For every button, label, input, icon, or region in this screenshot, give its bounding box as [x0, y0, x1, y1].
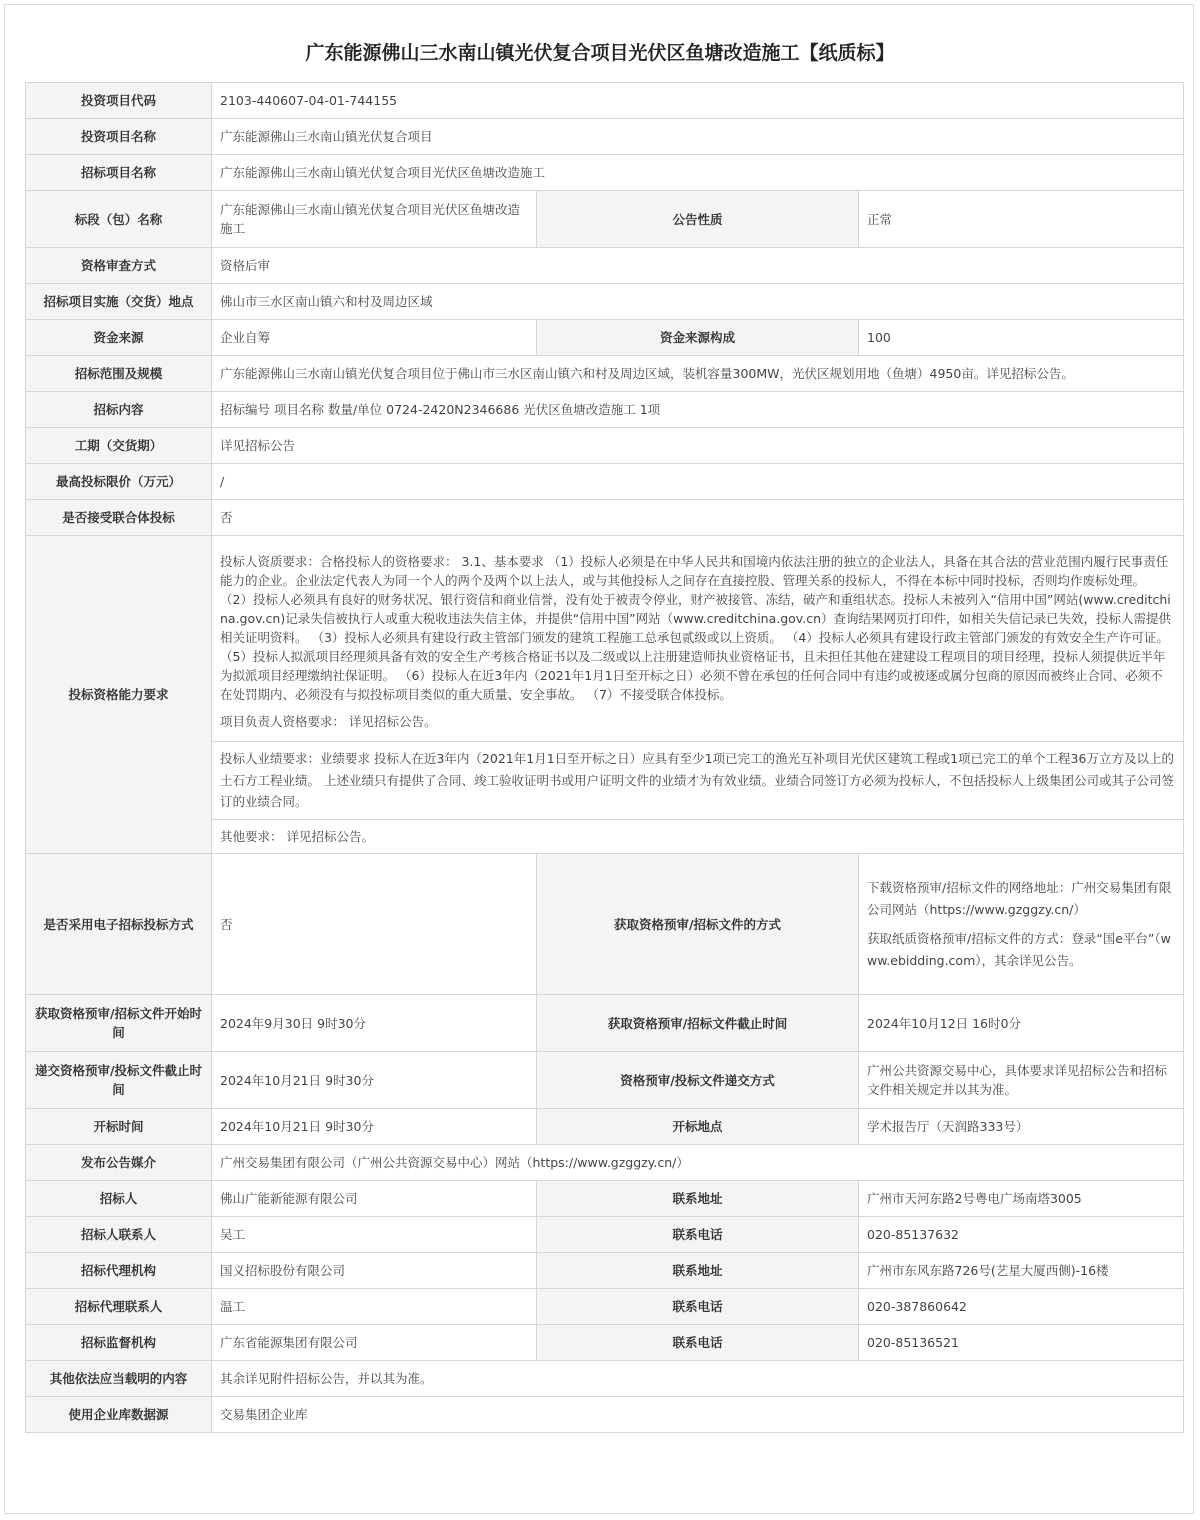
row-fund-source	[26, 320, 1184, 356]
doc-method-cell	[859, 854, 1184, 995]
agency-contact-value: 温工	[212, 1289, 537, 1325]
tenderer-label: 招标人	[26, 1181, 212, 1217]
scope-label: 招标范围及规模	[26, 356, 212, 392]
other-content-label: 其他依法应当载明的内容	[26, 1361, 212, 1397]
row-section-name	[26, 191, 1184, 248]
qualification-label: 投标资格能力要求	[26, 536, 212, 854]
row-other-content	[26, 1361, 1184, 1397]
content-label: 招标内容	[26, 392, 212, 428]
fund-composition-label: 资金来源构成	[537, 320, 859, 356]
row-location	[26, 284, 1184, 320]
tenderer-phone-value: 020-85137632	[859, 1217, 1184, 1253]
electronic-value: 否	[212, 854, 537, 995]
submit-deadline-value: 2024年10月21日 9时30分	[212, 1052, 537, 1109]
max-price-value: /	[212, 464, 1184, 500]
max-price-label: 最高投标限价（万元）	[26, 464, 212, 500]
location-label: 招标项目实施（交货）地点	[26, 284, 212, 320]
row-db-source	[26, 1397, 1184, 1433]
fund-source-label: 资金来源	[26, 320, 212, 356]
doc-method-label: 获取资格预审/招标文件的方式	[537, 854, 859, 995]
fund-source-value: 企业自筹	[212, 320, 537, 356]
db-source-value: 交易集团企业库	[212, 1397, 1184, 1433]
qualification-main-block	[212, 536, 1183, 741]
supervisor-phone-value: 020-85136521	[859, 1325, 1184, 1361]
consortium-label: 是否接受联合体投标	[26, 500, 212, 536]
other-requirement-text: 其他要求： 详见招标公告。	[212, 819, 1183, 854]
supervisor-value: 广东省能源集团有限公司	[212, 1325, 537, 1361]
row-tender-name	[26, 155, 1184, 191]
agency-contact-label: 招标代理联系人	[26, 1289, 212, 1325]
row-tenderer-contact	[26, 1217, 1184, 1253]
open-time-value: 2024年10月21日 9时30分	[212, 1109, 537, 1145]
consortium-value: 否	[212, 500, 1184, 536]
row-tenderer	[26, 1181, 1184, 1217]
notice-nature-label: 公告性质	[537, 191, 859, 248]
row-submit-deadline	[26, 1052, 1184, 1109]
page-title: 广东能源佛山三水南山镇光伏复合项目光伏区鱼塘改造施工【纸质标】	[305, 42, 895, 64]
section-name-label: 标段（包）名称	[26, 191, 212, 248]
row-electronic	[26, 854, 1184, 995]
row-agency-contact	[26, 1289, 1184, 1325]
open-place-value: 学术报告厅（天润路333号）	[859, 1109, 1184, 1145]
doc-end-value: 2024年10月12日 16时0分	[859, 995, 1184, 1052]
project-code-label: 投资项目代码	[26, 83, 212, 119]
row-scope	[26, 356, 1184, 392]
fund-composition-value: 100	[859, 320, 1184, 356]
open-time-label: 开标时间	[26, 1109, 212, 1145]
doc-method-download-text: 下载资格预审/招标文件的网络地址：广州交易集团有限公司网站（https://www.gzggzy.cn/）	[867, 880, 1172, 917]
open-place-label: 开标地点	[537, 1109, 859, 1145]
other-content-value: 其余详见附件招标公告，并以其为准。	[212, 1361, 1184, 1397]
submit-method-value: 广州公共资源交易中心，具体要求详见招标公告和招标文件相关规定并以其为准。	[859, 1052, 1184, 1109]
row-supervisor	[26, 1325, 1184, 1361]
db-source-label: 使用企业库数据源	[26, 1397, 212, 1433]
row-content	[26, 392, 1184, 428]
doc-start-value: 2024年9月30日 9时30分	[212, 995, 537, 1052]
row-doc-start	[26, 995, 1184, 1052]
tender-name-value: 广东能源佛山三水南山镇光伏复合项目光伏区鱼塘改造施工	[212, 155, 1184, 191]
tenderer-address-value: 广州市天河东路2号粤电广场南塔3005	[859, 1181, 1184, 1217]
row-period	[26, 428, 1184, 464]
tenderer-address-label: 联系地址	[537, 1181, 859, 1217]
row-project-name	[26, 119, 1184, 155]
agency-phone-label: 联系电话	[537, 1289, 859, 1325]
row-project-code	[26, 83, 1184, 119]
manager-requirement-text: 项目负责人资格要求： 详见招标公告。	[220, 714, 437, 729]
row-consortium	[26, 500, 1184, 536]
submit-method-label: 资格预审/投标文件递交方式	[537, 1052, 859, 1109]
scope-value: 广东能源佛山三水南山镇光伏复合项目位于佛山市三水区南山镇六和村及周边区域，装机容量300MW，光伏区规划用地（鱼塘）4950亩。详见招标公告。	[212, 356, 1184, 392]
project-code-value: 2103-440607-04-01-744155	[212, 83, 1184, 119]
section-name-value: 广东能源佛山三水南山镇光伏复合项目光伏区鱼塘改造施工	[212, 191, 537, 248]
qual-method-value: 资格后审	[212, 248, 1184, 284]
submit-deadline-label: 递交资格预审/投标文件截止时间	[26, 1052, 212, 1109]
row-media	[26, 1145, 1184, 1181]
doc-method-paper-text: 获取纸质资格预审/招标文件的方式：登录“国e平台”（www.ebidding.com），其余详见公告。	[867, 931, 1171, 968]
bidder-requirement-text: 投标人资质要求：合格投标人的资格要求： 3.1、基本要求 （1）投标人必须是在中华人民共和国境内依法注册的独立的企业法人，具备在其合法的营业范围内履行民事责任能力的企业。企业法定代表人为同一个人的两个及两个以上法人，或与其他投标人之间存在直接控股、管理关系的投标人，不得在本标中同时投标，否则均作废标处理。 （2）投标人必须具有良好的财务状况、银行资信和商业信誉，没有处于被责令停业，财产被接管、冻结，破产和重组状态。投标人未被列入“信用中国”网站(www.creditchina.gov.cn)记录失信被执行人或重大税收违法失信主体，并提供“信用中国”网站（www.creditchina.gov.cn）查询结果网页打印件，如相关失信记录已失效，投标人需提供相关证明资料。 （3）投标人必须具有建设行政主管部门颁发的建筑工程施工总承包贰级或以上资质。 （4）投标人必须具有建设行政主管部门颁发的有效安全生产许可证。 （5）投标人拟派项目经理须具备有效的安全生产考核合格证书以及二级或以上注册建造师执业资格证书，且未担任其他在建建设工程项目的项目经理，投标人须提供近半年为拟派项目经理缴纳社保证明。 （6）投标人在近3年内（2021年1月1日至开标之日）必须不曾在承包的任何合同中有违约或被逐或属分包商的原因而被终止合同、必须不在处罚期内、必须没有与拟投标项目类似的重大质量、安全事故。 （7）不接受联合体投标。	[220, 554, 1171, 702]
qual-method-label: 资格审查方式	[26, 248, 212, 284]
agency-value: 国义招标股份有限公司	[212, 1253, 537, 1289]
tenderer-contact-value: 吴工	[212, 1217, 537, 1253]
agency-phone-value: 020-387860642	[859, 1289, 1184, 1325]
agency-address-label: 联系地址	[537, 1253, 859, 1289]
supervisor-phone-label: 联系电话	[537, 1325, 859, 1361]
supervisor-label: 招标监督机构	[26, 1325, 212, 1361]
content-value: 招标编号 项目名称 数量/单位 0724-2420N2346686 光伏区鱼塘改造施工 1项	[212, 392, 1184, 428]
row-qualification	[26, 536, 1184, 854]
project-name-value: 广东能源佛山三水南山镇光伏复合项目	[212, 119, 1184, 155]
period-label: 工期（交货期）	[26, 428, 212, 464]
doc-end-label: 获取资格预审/招标文件截止时间	[537, 995, 859, 1052]
location-value: 佛山市三水区南山镇六和村及周边区域	[212, 284, 1184, 320]
notice-nature-value: 正常	[859, 191, 1184, 248]
agency-label: 招标代理机构	[26, 1253, 212, 1289]
project-name-label: 投资项目名称	[26, 119, 212, 155]
agency-address-value: 广州市东风东路726号(艺星大厦西侧)-16楼	[859, 1253, 1184, 1289]
tender-info-table	[25, 82, 1184, 1433]
tenderer-value: 佛山广能新能源有限公司	[212, 1181, 537, 1217]
row-agency	[26, 1253, 1184, 1289]
doc-start-label: 获取资格预审/招标文件开始时间	[26, 995, 212, 1052]
media-label: 发布公告媒介	[26, 1145, 212, 1181]
media-value: 广州交易集团有限公司（广州公共资源交易中心）网站（https://www.gzggzy.cn/）	[212, 1145, 1184, 1181]
qualification-cell	[212, 536, 1184, 854]
electronic-label: 是否采用电子招标投标方式	[26, 854, 212, 995]
period-value: 详见招标公告	[212, 428, 1184, 464]
tender-name-label: 招标项目名称	[26, 155, 212, 191]
row-open-time	[26, 1109, 1184, 1145]
tenderer-contact-label: 招标人联系人	[26, 1217, 212, 1253]
tenderer-phone-label: 联系电话	[537, 1217, 859, 1253]
row-qual-method	[26, 248, 1184, 284]
row-max-price	[26, 464, 1184, 500]
performance-requirement-text: 投标人业绩要求：业绩要求 投标人在近3年内（2021年1月1日至开标之日）应具有至少1项已完工的渔光互补项目光伏区建筑工程或1项已完工的单个工程36万立方及以上的土石方工程业绩。 上述业绩只有提供了合同、竣工验收证明书或用户证明文件的业绩才为有效业绩。业绩合同签订方必须为投标人，不包括投标人上级集团公司或其子公司签订的业绩合同。	[212, 741, 1183, 819]
